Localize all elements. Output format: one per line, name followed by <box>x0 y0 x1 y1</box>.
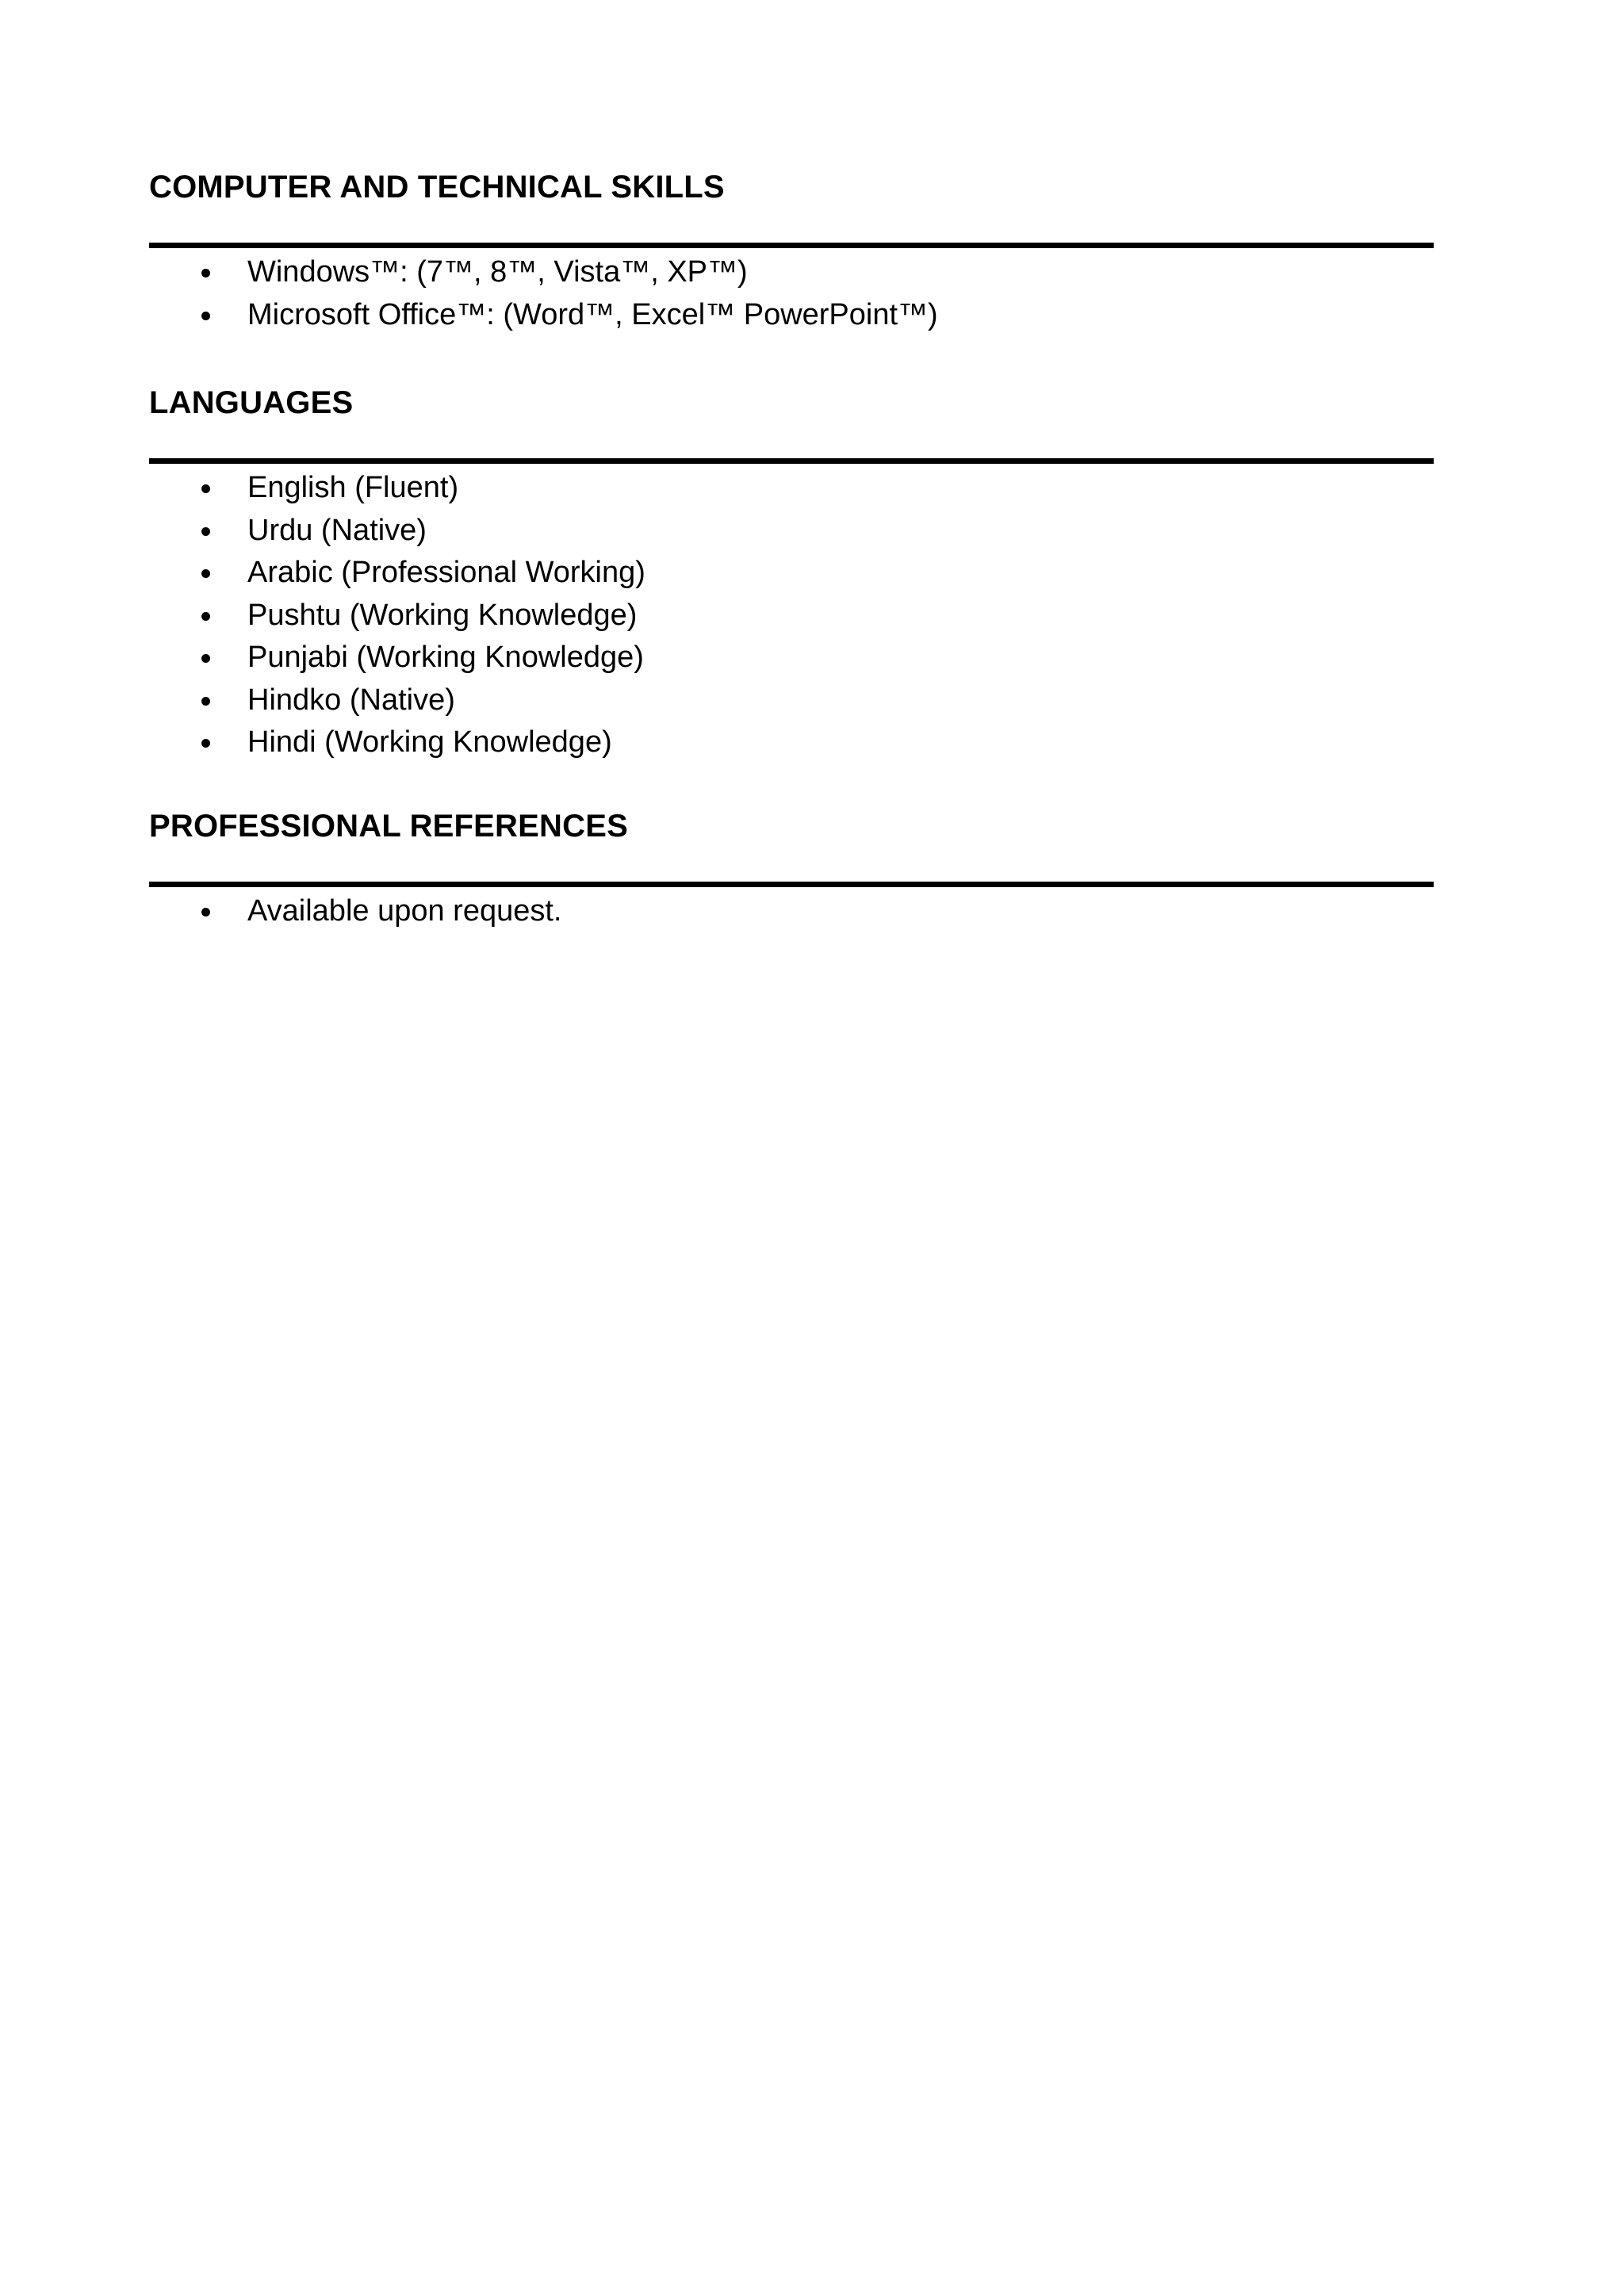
section-computer-skills <box>149 168 1434 336</box>
list-item-text: Urdu (Native) <box>247 513 427 547</box>
section-title: COMPUTER AND TECHNICAL SKILLS <box>149 170 725 205</box>
list-item-text: Hindko (Native) <box>247 683 455 717</box>
section-divider <box>149 458 1434 464</box>
bullet-icon <box>201 527 210 536</box>
section-divider <box>149 243 1434 248</box>
references-list <box>149 890 1434 933</box>
section-divider <box>149 882 1434 887</box>
list-item-text: Hindi (Working Knowledge) <box>247 725 612 759</box>
list-item-text: Available upon request. <box>247 894 562 928</box>
skills-list <box>149 251 1434 336</box>
bullet-icon <box>201 312 210 320</box>
bullet-icon <box>201 739 210 748</box>
list-item <box>149 721 1434 764</box>
section-title: PROFESSIONAL REFERENCES <box>149 809 628 844</box>
list-item <box>149 595 1434 637</box>
bullet-icon <box>201 612 210 621</box>
list-item-text: Pushtu (Working Knowledge) <box>247 598 638 632</box>
list-item-text: Windows™: (7™, 8™, Vista™, XP™) <box>247 255 748 289</box>
bullet-icon <box>201 697 210 706</box>
bullet-icon <box>201 654 210 663</box>
list-item-text: Punjabi (Working Knowledge) <box>247 641 644 674</box>
list-item <box>149 890 1434 933</box>
list-item <box>149 294 1434 337</box>
section-references <box>149 807 1434 933</box>
languages-list <box>149 467 1434 764</box>
list-item <box>149 637 1434 679</box>
bullet-icon <box>201 908 210 916</box>
section-languages <box>149 384 1434 764</box>
list-item <box>149 510 1434 553</box>
list-item-text: Arabic (Professional Working) <box>247 556 645 589</box>
bullet-icon <box>201 484 210 493</box>
list-item-text: English (Fluent) <box>247 471 459 504</box>
bullet-icon <box>201 569 210 578</box>
list-item <box>149 679 1434 722</box>
list-item <box>149 467 1434 510</box>
list-item <box>149 251 1434 294</box>
list-item-text: Microsoft Office™: (Word™, Excel™ PowerPoint™) <box>247 297 938 331</box>
bullet-icon <box>201 269 210 277</box>
section-title: LANGUAGES <box>149 385 354 420</box>
list-item <box>149 552 1434 595</box>
